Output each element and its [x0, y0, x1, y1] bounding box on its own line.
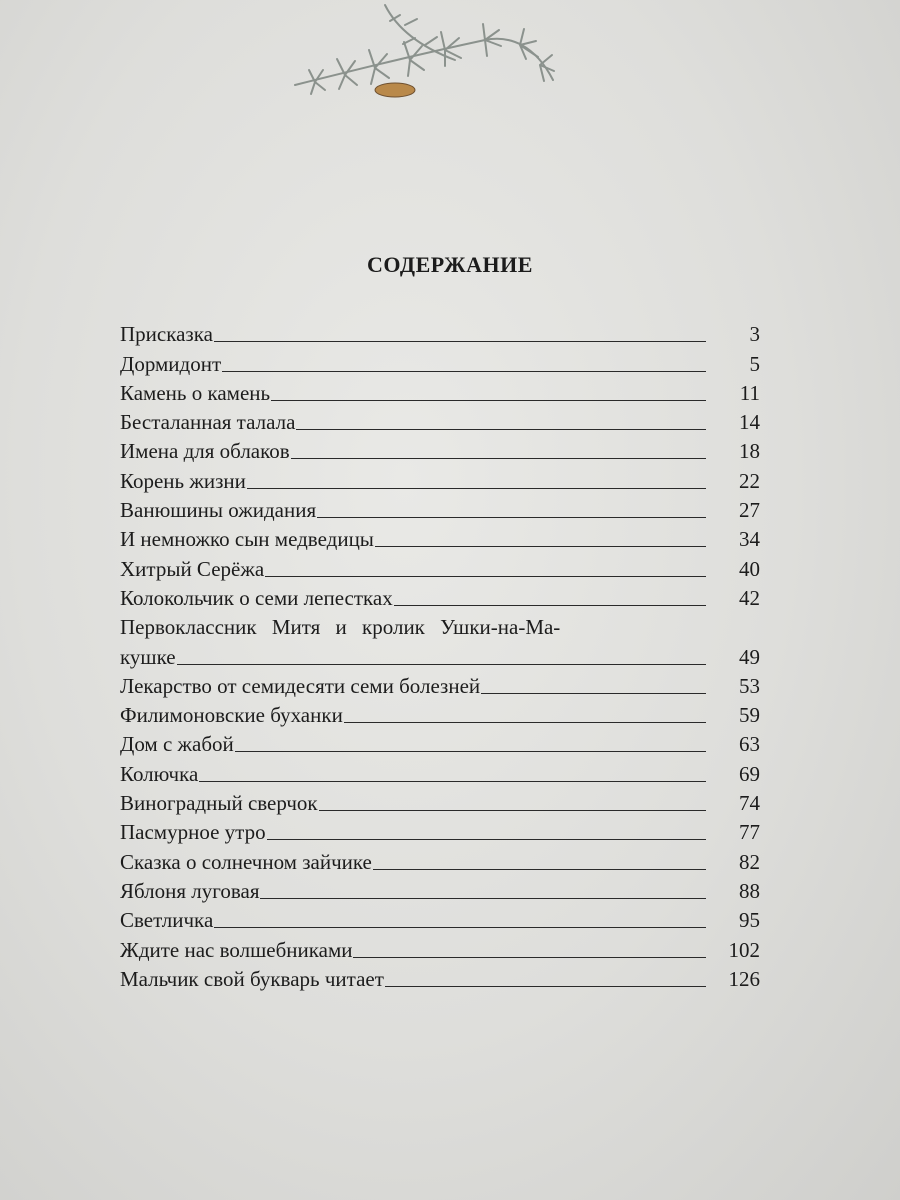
dot-leader — [394, 605, 706, 606]
entry-title: кушке — [120, 644, 176, 669]
toc-entry — [120, 462, 760, 491]
dot-leader — [291, 458, 706, 459]
toc-entry — [120, 931, 760, 960]
entry-page: 3 — [749, 322, 760, 347]
entry-title: Хитрый Серёжа — [120, 556, 265, 581]
entry-page: 40 — [739, 556, 760, 581]
entry-title: Ждите нас волшебниками — [120, 937, 353, 962]
dot-leader — [319, 810, 706, 811]
dot-leader — [373, 869, 706, 870]
toc-entry — [120, 492, 760, 521]
entry-title: Лекарство от семидесяти семи болезней — [120, 673, 481, 698]
entry-title: Ванюшины ожидания — [120, 498, 317, 523]
entry-page: 53 — [739, 673, 760, 698]
dot-leader — [235, 751, 706, 752]
entry-title: Первоклассник Митя и кролик Ушки-на-Ма- — [120, 615, 561, 640]
entry-page: 82 — [739, 849, 760, 874]
entry-title: Камень о камень — [120, 380, 271, 405]
entry-page: 102 — [728, 937, 760, 962]
dot-leader — [271, 400, 706, 401]
entry-page: 59 — [739, 703, 760, 728]
toc-entry — [120, 726, 760, 755]
toc-entry — [120, 521, 760, 550]
entry-title: Пасмурное утро — [120, 820, 266, 845]
entry-page: 11 — [739, 380, 760, 405]
toc-entry — [120, 345, 760, 374]
entry-page: 69 — [739, 761, 760, 786]
entry-title: Колючка — [120, 761, 199, 786]
toc-entry — [120, 785, 760, 814]
entry-page: 126 — [728, 966, 760, 991]
dot-leader — [317, 517, 706, 518]
dot-leader — [222, 371, 706, 372]
page-title: СОДЕРЖАНИЕ — [367, 252, 533, 277]
dot-leader — [296, 429, 706, 430]
dot-leader — [353, 957, 706, 958]
toc-entry — [120, 902, 760, 931]
entry-title: Яблоня луговая — [120, 878, 260, 903]
dot-leader — [375, 546, 706, 547]
entry-title: Светличка — [120, 908, 214, 933]
toc-entry-line1 — [120, 609, 760, 638]
dot-leader — [385, 986, 706, 987]
toc-entry — [120, 316, 760, 345]
entry-title: Имена для облаков — [120, 439, 290, 464]
toc-entry — [120, 404, 760, 433]
entry-title: И немножко сын медведицы — [120, 527, 374, 552]
entry-title: Дом с жабой — [120, 732, 234, 757]
toc-entry — [120, 873, 760, 902]
table-of-contents — [120, 316, 760, 990]
toc-entry — [120, 843, 760, 872]
entry-page: 42 — [739, 585, 760, 610]
entry-title: Сказка о солнечном зайчике — [120, 849, 372, 874]
dot-leader — [214, 927, 706, 928]
toc-entry — [120, 814, 760, 843]
entry-title: Присказка — [120, 322, 213, 347]
entry-title: Бесталанная талала — [120, 410, 296, 435]
toc-entry — [120, 638, 760, 667]
toc-entry — [120, 755, 760, 784]
toc-entry — [120, 580, 760, 609]
toc-entry — [120, 961, 760, 990]
toc-entry — [120, 375, 760, 404]
entry-title: Виноградный сверчок — [120, 791, 318, 816]
entry-title: Филимоновские буханки — [120, 703, 343, 728]
entry-page: 77 — [739, 820, 760, 845]
entry-page: 63 — [739, 732, 760, 757]
dot-leader — [267, 839, 706, 840]
entry-title: Мальчик свой букварь читает — [120, 966, 384, 991]
dot-leader — [177, 664, 706, 665]
dot-leader — [481, 693, 706, 694]
dot-leader — [214, 341, 706, 342]
entry-page: 27 — [739, 498, 760, 523]
entry-page: 49 — [739, 644, 760, 669]
entry-page: 95 — [739, 908, 760, 933]
entry-page: 74 — [739, 791, 760, 816]
toc-entry — [120, 697, 760, 726]
entry-title: Дормидонт — [120, 351, 222, 376]
dot-leader — [344, 722, 706, 723]
dot-leader — [265, 576, 706, 577]
toc-entry — [120, 433, 760, 462]
entry-page: 18 — [739, 439, 760, 464]
dot-leader — [199, 781, 706, 782]
entry-title: Колокольчик о семи лепестках — [120, 585, 393, 610]
dot-leader — [247, 488, 706, 489]
toc-entry — [120, 668, 760, 697]
dot-leader — [260, 898, 706, 899]
entry-page: 34 — [739, 527, 760, 552]
entry-title: Корень жизни — [120, 468, 246, 493]
entry-page: 5 — [749, 351, 760, 376]
entry-page: 22 — [739, 468, 760, 493]
entry-page: 88 — [739, 878, 760, 903]
toc-entry — [120, 550, 760, 579]
pine-branch-icon — [285, 0, 565, 125]
entry-page: 14 — [739, 410, 760, 435]
